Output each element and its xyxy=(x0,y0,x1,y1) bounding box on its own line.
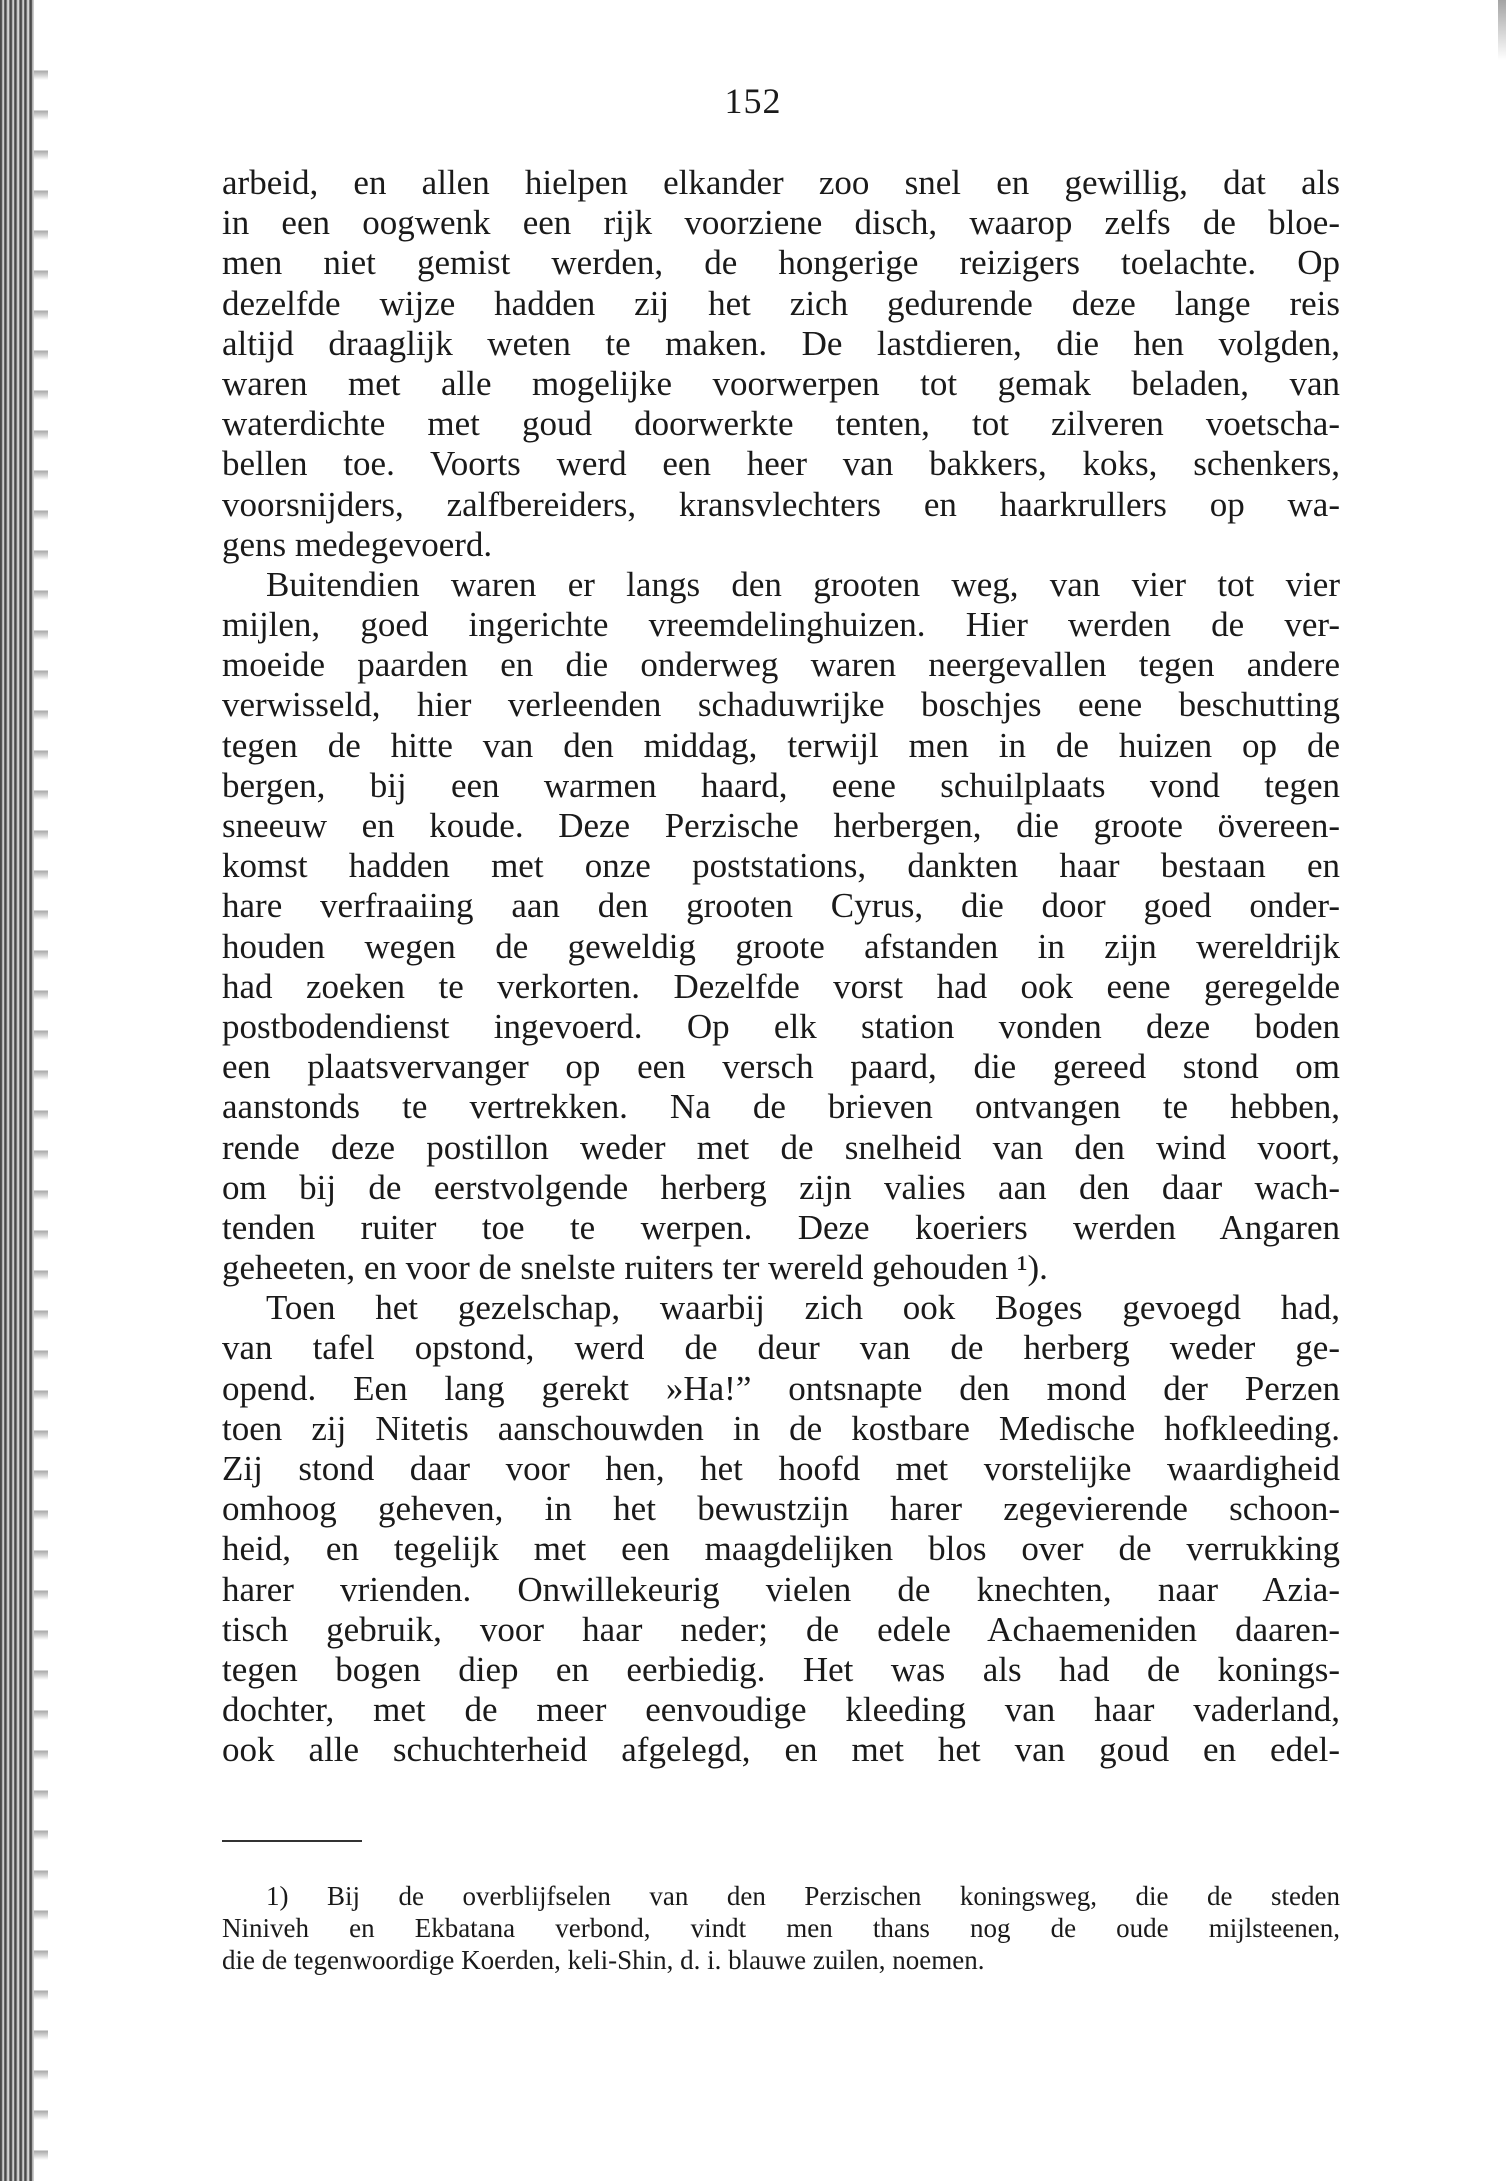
text-line: waren met alle mogelijke voorwerpen tot gemak beladen, van xyxy=(222,363,1340,403)
text-line: verwisseld, hier verleenden schaduwrijke boschjes eene beschutting xyxy=(222,685,1340,725)
text-line: rende deze postillon weder met de snelheid van den wind voort, xyxy=(222,1127,1340,1167)
text-line: Zij stond daar voor hen, het hoofd met vorstelijke waardigheid xyxy=(222,1449,1340,1488)
footnote-line: Niniveh en Ekbatana verbond, vindt men thans nog de oude mijlsteenen, xyxy=(222,1913,1340,1943)
text-line: mijlen, goed ingerichte vreemdelinghuizen. Hier werden de ver- xyxy=(222,605,1340,645)
body-text xyxy=(222,163,1340,1771)
text-line: houden wegen de geweldig groote afstanden in zijn wereldrijk xyxy=(222,926,1340,966)
text-line: altijd draaglijk weten te maken. De lastdieren, die hen volgden, xyxy=(222,323,1340,363)
page-number: 152 xyxy=(724,81,782,121)
text-line: tegen bogen diep en eerbiedig. Het was als had de konings- xyxy=(222,1649,1340,1689)
text-line: heid, en tegelijk met een maagdelijken blos over de verrukking xyxy=(222,1529,1340,1569)
text-line: waterdichte met goud doorwerkte tenten, tot zilveren voetscha- xyxy=(222,404,1340,444)
footnote-line: 1) Bij de overblijfselen van den Perzischen koningsweg, die de steden xyxy=(266,1881,1340,1911)
text-line: aanstonds te vertrekken. Na de brieven ontvangen te hebben, xyxy=(222,1087,1340,1127)
text-line: opend. Een lang gerekt »Ha!” ontsnapte den mond der Perzen xyxy=(222,1368,1340,1408)
text-line: gens medegevoerd. xyxy=(222,524,493,564)
text-line: om bij de eerstvolgende herberg zijn valies aan den daar wach- xyxy=(222,1167,1340,1207)
footnote-separator xyxy=(222,1840,362,1842)
text-line: voorsnijders, zalfbereiders, kransvlechters en haarkrullers op wa- xyxy=(222,484,1340,524)
text-line: in een oogwenk een rijk voorziene disch, waarop zelfs de bloe- xyxy=(222,203,1340,243)
text-line: komst hadden met onze poststations, dankten haar bestaan en xyxy=(222,846,1340,886)
text-line: had zoeken te verkorten. Dezelfde vorst had ook eene geregelde xyxy=(222,966,1340,1006)
paragraph-first-line: Toen het gezelschap, waarbij zich ook Boges gevoegd had, xyxy=(266,1288,1340,1328)
text-line: moeide paarden en die onderweg waren neergevallen tegen andere xyxy=(222,645,1340,685)
text-line: tisch gebruik, voor haar neder; de edele Achaemeniden daaren- xyxy=(222,1609,1340,1649)
text-line: sneeuw en koude. Deze Perzische herbergen, die groote övereen- xyxy=(222,806,1340,845)
text-line: dezelfde wijze hadden zij het zich gedurende deze lange reis xyxy=(222,283,1340,323)
text-line: tenden ruiter toe te werpen. Deze koeriers werden Angaren xyxy=(222,1207,1340,1247)
text-line: harer vrienden. Onwillekeurig vielen de knechten, naar Azia- xyxy=(222,1569,1340,1609)
text-line: dochter, met de meer eenvoudige kleeding van haar vaderland, xyxy=(222,1690,1340,1730)
text-line: omhoog geheven, in het bewustzijn harer zegevierende schoon- xyxy=(222,1489,1340,1529)
text-line: men niet gemist werden, de hongerige reizigers toelachte. Op xyxy=(222,243,1340,283)
text-line: toen zij Nitetis aanschouwden in de kostbare Medische hofkleeding. xyxy=(222,1408,1340,1448)
scan-binding-shadow xyxy=(34,40,48,2160)
text-line: ook alle schuchterheid afgelegd, en met het van goud en edel- xyxy=(222,1730,1340,1770)
scan-binding-edge xyxy=(0,0,34,2181)
text-line: een plaatsvervanger op een versch paard, die gereed stond om xyxy=(222,1047,1340,1087)
text-line: geheeten, en voor de snelste ruiters ter wereld gehouden ¹). xyxy=(222,1248,1048,1288)
footnotes xyxy=(222,1880,1340,1976)
text-line: arbeid, en allen hielpen elkander zoo snel en gewillig, dat als xyxy=(222,163,1340,202)
text-line: tegen de hitte van den middag, terwijl men in de huizen op de xyxy=(222,725,1340,765)
scan-right-edge-mark xyxy=(1498,0,1506,60)
text-line: bellen toe. Voorts werd een heer van bakkers, koks, schenkers, xyxy=(222,444,1340,484)
text-line: bergen, bij een warmen haard, eene schuilplaats vond tegen xyxy=(222,765,1340,805)
text-line: postbodendienst ingevoerd. Op elk station vonden deze boden xyxy=(222,1006,1340,1046)
footnote-line: die de tegenwoordige Koerden, keli-Shin, d. i. blauwe zuilen, noemen. xyxy=(222,1945,985,1975)
text-line: van tafel opstond, werd de deur van de herberg weder ge- xyxy=(222,1328,1340,1368)
paragraph-first-line: Buitendien waren er langs den grooten weg, van vier tot vier xyxy=(266,564,1340,604)
text-line: hare verfraaiing aan den grooten Cyrus, die door goed onder- xyxy=(222,886,1340,926)
